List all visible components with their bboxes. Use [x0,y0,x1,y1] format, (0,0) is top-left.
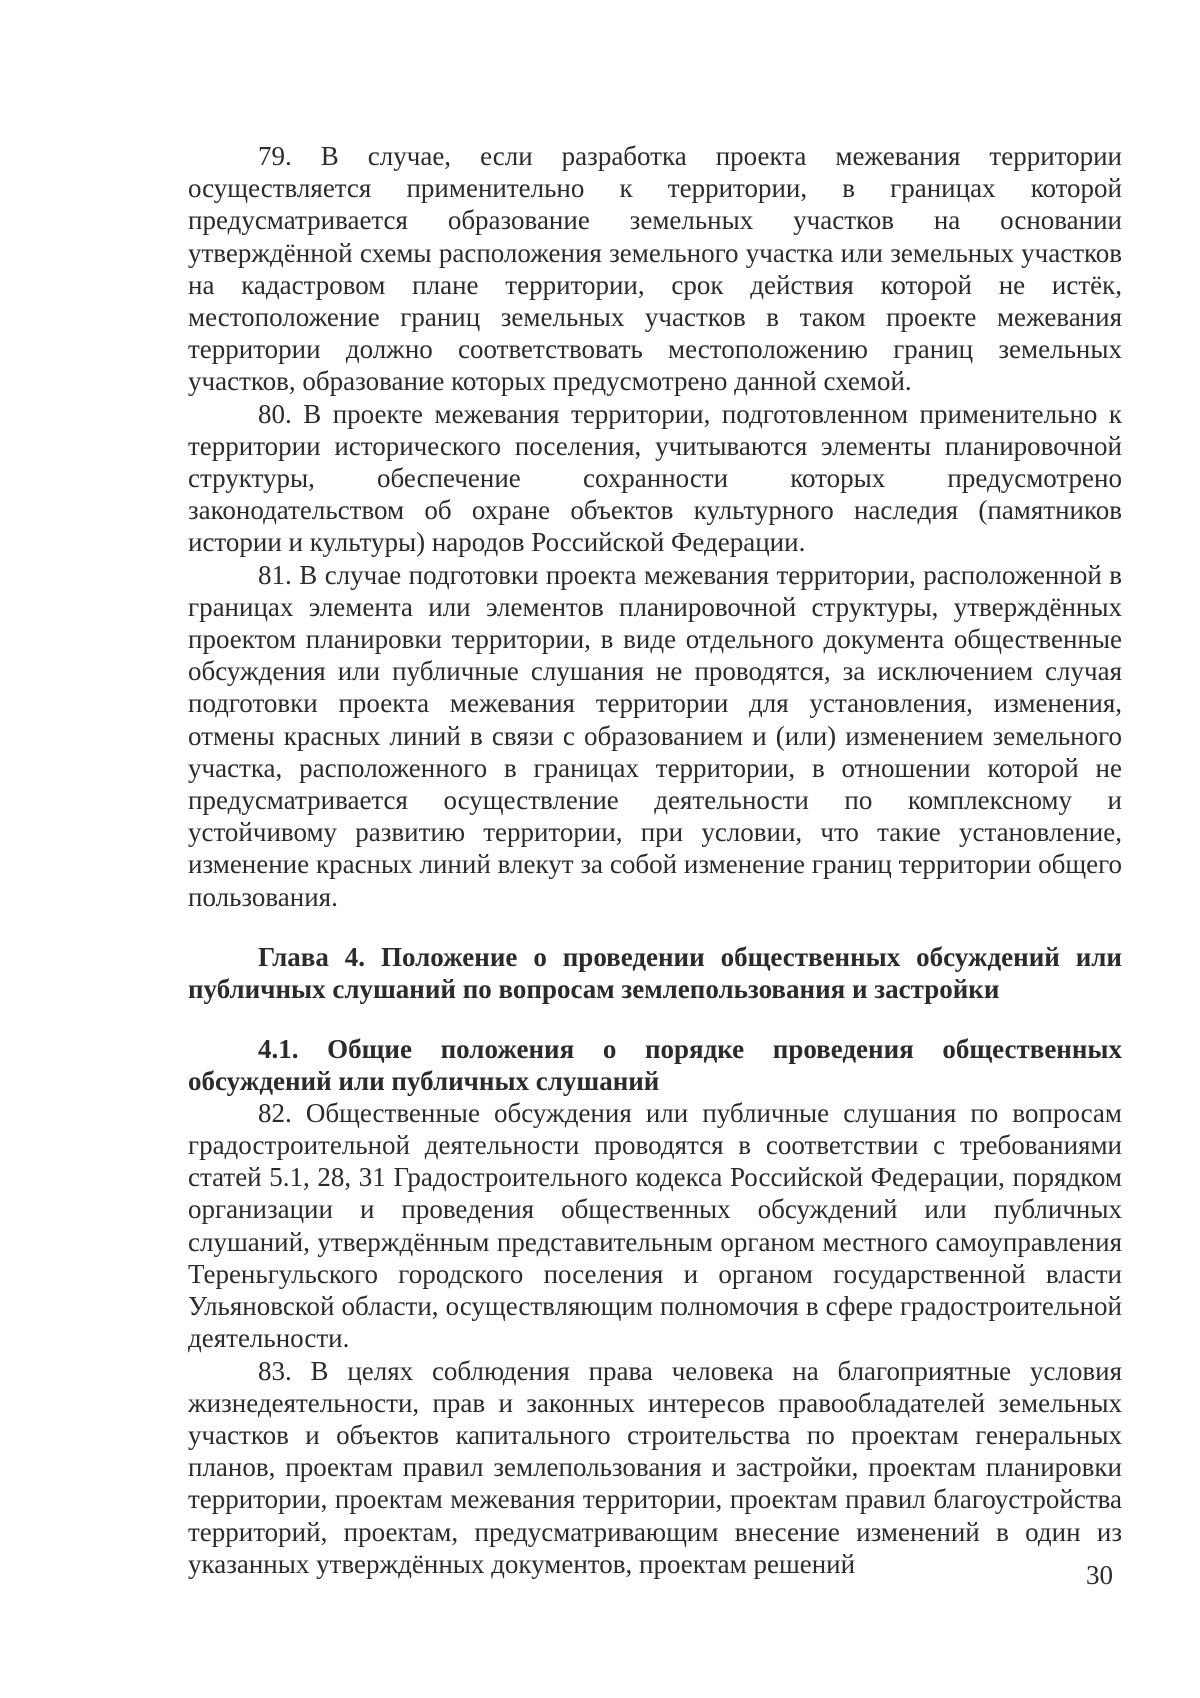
paragraph-82: 82. Общественные обсуждения или публичные слушания по вопросам градостроительной деятельности проводятся в соответствии с требованиями статей 5.1, 28, 31 Градостроительного кодекса Российской Федерации, порядком организации и проведения общественных обсуждений или публичных слушаний, утверждённым представительным органом местного самоуправления Тереньгульского городского поселения и органом государственной власти Ульяновской области, осуществляющим полномочия в сфере градостроительной деятельности. [188,1097,1122,1354]
paragraph-83: 83. В целях соблюдения права человека на благоприятные условия жизнедеятельности, прав и законных интересов правообладателей земельных участков и объектов капитального строительства по проектам генеральных планов, проектам правил землепользования и застройки, проектам планировки территории, проектам межевания территории, проектам правил благоустройства территорий, проектам, предусматривающим внесение изменений в один из указанных утверждённых документов, проектам решений [188,1355,1122,1579]
chapter-heading: Глава 4. Положение о проведении общественных обсуждений или публичных слушаний по вопросам землепользования и застройки [188,941,1122,1004]
paragraph-79: 79. В случае, если разработка проекта межевания территории осуществляется применительно к территории, в границах которой предусматривается образование земельных участков на основании утверждённой схемы расположения земельного участка или земельных участков на кадастровом плане территории, срок действия которой не истёк, местоположение границ земельных участков в таком проекте межевания территории должно соответствовать местоположению границ земельных участков, образование которых предусмотрено данной схемой. [188,141,1122,397]
document-page [188,140,1122,1580]
section-heading: 4.1. Общие положения о порядке проведения общественных обсуждений или публичных слушаний [188,1033,1122,1096]
paragraph-80: 80. В проекте межевания территории, подготовленном применительно к территории исторического поселения, учитываются элементы планировочной структуры, обеспечение сохранности которых предусмотрено законодательством об охране объектов культурного наследия (памятников истории и культуры) народов Российской Федерации. [188,398,1122,558]
page-number: 30 [1086,1560,1113,1590]
paragraph-81: 81. В случае подготовки проекта межевания территории, расположенной в границах элемента или элементов планировочной структуры, утверждённых проектом планировки территории, в виде отдельного документа общественные обсуждения или публичные слушания не проводятся, за исключением случая подготовки проекта межевания территории для установления, изменения, отмены красных линий в связи с образованием и (или) изменением земельного участка, расположенного в границах территории, в отношении которой не предусматривается осуществление деятельности по комплексному и устойчивому развитию территории, при условии, что такие установление, изменение красных линий влекут за собой изменение границ территории общего пользования. [188,559,1122,912]
